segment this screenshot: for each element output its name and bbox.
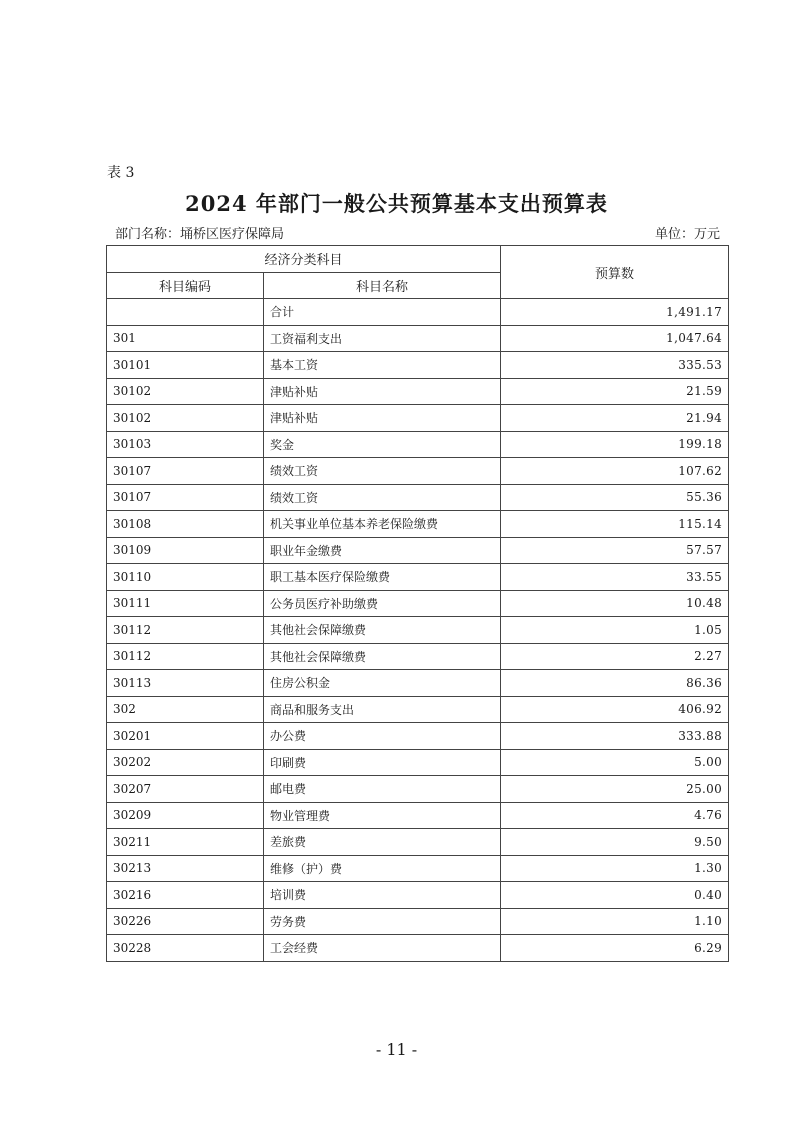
budget-amount-cell: 57.57 <box>501 537 729 564</box>
table-row <box>107 484 729 511</box>
subject-name-cell: 公务员医疗补助缴费 <box>264 590 501 617</box>
table-label: 表 3 <box>107 165 135 181</box>
budget-amount-cell: 10.48 <box>501 590 729 617</box>
budget-amount-cell: 115.14 <box>501 511 729 538</box>
table-row <box>107 458 729 485</box>
subject-name-cell: 培训费 <box>264 882 501 909</box>
table-row <box>107 405 729 432</box>
table-row <box>107 882 729 909</box>
subject-code-cell: 30112 <box>107 643 264 670</box>
table-body <box>107 299 729 962</box>
table-row <box>107 537 729 564</box>
subject-code-cell: 30226 <box>107 908 264 935</box>
table-row <box>107 643 729 670</box>
subject-name-cell: 津贴补贴 <box>264 405 501 432</box>
budget-table <box>106 245 729 962</box>
table-row <box>107 325 729 352</box>
subject-code-cell: 30107 <box>107 458 264 485</box>
subject-code-cell <box>107 299 264 326</box>
table-row <box>107 908 729 935</box>
subject-name-cell: 维修（护）费 <box>264 855 501 882</box>
table-row <box>107 511 729 538</box>
subject-code-cell: 30111 <box>107 590 264 617</box>
subject-name-cell: 工资福利支出 <box>264 325 501 352</box>
subject-name-cell: 机关事业单位基本养老保险缴费 <box>264 511 501 538</box>
table-row <box>107 749 729 776</box>
subject-code-cell: 30107 <box>107 484 264 511</box>
subject-code-cell: 30213 <box>107 855 264 882</box>
subject-name-cell: 职工基本医疗保险缴费 <box>264 564 501 591</box>
table-row <box>107 617 729 644</box>
budget-amount-cell: 1,491.17 <box>501 299 729 326</box>
subject-code-cell: 30103 <box>107 431 264 458</box>
budget-amount-cell: 1,047.64 <box>501 325 729 352</box>
budget-amount-cell: 199.18 <box>501 431 729 458</box>
subject-code-cell: 30101 <box>107 352 264 379</box>
budget-amount-cell: 33.55 <box>501 564 729 591</box>
header-economic-classification: 经济分类科目 <box>107 246 501 273</box>
table-row <box>107 378 729 405</box>
budget-amount-cell: 0.40 <box>501 882 729 909</box>
subject-name-cell: 办公费 <box>264 723 501 750</box>
department-name: 部门名称：埇桥区医疗保障局 <box>115 227 285 242</box>
budget-amount-cell: 335.53 <box>501 352 729 379</box>
subject-name-cell: 基本工资 <box>264 352 501 379</box>
budget-amount-cell: 333.88 <box>501 723 729 750</box>
subject-code-cell: 30202 <box>107 749 264 776</box>
table-row <box>107 670 729 697</box>
budget-amount-cell: 1.30 <box>501 855 729 882</box>
table-row <box>107 431 729 458</box>
budget-amount-cell: 55.36 <box>501 484 729 511</box>
table-row <box>107 935 729 962</box>
subject-name-cell: 合计 <box>264 299 501 326</box>
subject-code-cell: 30211 <box>107 829 264 856</box>
subject-code-cell: 30209 <box>107 802 264 829</box>
table-row <box>107 723 729 750</box>
subject-code-cell: 30228 <box>107 935 264 962</box>
budget-amount-cell: 4.76 <box>501 802 729 829</box>
subject-name-cell: 邮电费 <box>264 776 501 803</box>
table-row <box>107 299 729 326</box>
subject-code-cell: 30113 <box>107 670 264 697</box>
subject-code-cell: 30201 <box>107 723 264 750</box>
budget-amount-cell: 86.36 <box>501 670 729 697</box>
budget-amount-cell: 1.10 <box>501 908 729 935</box>
unit-label: 单位：万元 <box>654 227 720 242</box>
subject-name-cell: 劳务费 <box>264 908 501 935</box>
subject-name-cell: 奖金 <box>264 431 501 458</box>
header-budget-amount: 预算数 <box>501 246 729 299</box>
subject-code-cell: 30102 <box>107 378 264 405</box>
subject-code-cell: 301 <box>107 325 264 352</box>
budget-amount-cell: 107.62 <box>501 458 729 485</box>
page-number: - 11 - <box>375 1040 418 1059</box>
subject-code-cell: 30110 <box>107 564 264 591</box>
subject-code-cell: 30216 <box>107 882 264 909</box>
budget-amount-cell: 9.50 <box>501 829 729 856</box>
subject-code-cell: 30108 <box>107 511 264 538</box>
subject-code-cell: 302 <box>107 696 264 723</box>
subject-name-cell: 其他社会保障缴费 <box>264 643 501 670</box>
budget-amount-cell: 2.27 <box>501 643 729 670</box>
budget-amount-cell: 21.94 <box>501 405 729 432</box>
table-row <box>107 776 729 803</box>
header-subject-name: 科目名称 <box>264 272 501 299</box>
subject-name-cell: 职业年金缴费 <box>264 537 501 564</box>
subject-name-cell: 住房公积金 <box>264 670 501 697</box>
subject-code-cell: 30109 <box>107 537 264 564</box>
page-title: 2024 年部门一般公共预算基本支出预算表 <box>185 191 608 216</box>
table-row <box>107 352 729 379</box>
subject-code-cell: 30102 <box>107 405 264 432</box>
header-subject-code: 科目编码 <box>107 272 264 299</box>
subject-name-cell: 工会经费 <box>264 935 501 962</box>
subject-name-cell: 物业管理费 <box>264 802 501 829</box>
budget-amount-cell: 406.92 <box>501 696 729 723</box>
table-row <box>107 829 729 856</box>
budget-amount-cell: 25.00 <box>501 776 729 803</box>
subject-name-cell: 商品和服务支出 <box>264 696 501 723</box>
table-row <box>107 564 729 591</box>
subject-name-cell: 津贴补贴 <box>264 378 501 405</box>
budget-amount-cell: 1.05 <box>501 617 729 644</box>
budget-amount-cell: 21.59 <box>501 378 729 405</box>
table-row <box>107 855 729 882</box>
table-row <box>107 696 729 723</box>
subject-name-cell: 其他社会保障缴费 <box>264 617 501 644</box>
subject-name-cell: 差旅费 <box>264 829 501 856</box>
budget-amount-cell: 5.00 <box>501 749 729 776</box>
subject-name-cell: 绩效工资 <box>264 458 501 485</box>
budget-amount-cell: 6.29 <box>501 935 729 962</box>
subject-name-cell: 绩效工资 <box>264 484 501 511</box>
subject-name-cell: 印刷费 <box>264 749 501 776</box>
table-row <box>107 590 729 617</box>
subject-code-cell: 30112 <box>107 617 264 644</box>
table-row <box>107 802 729 829</box>
subject-code-cell: 30207 <box>107 776 264 803</box>
